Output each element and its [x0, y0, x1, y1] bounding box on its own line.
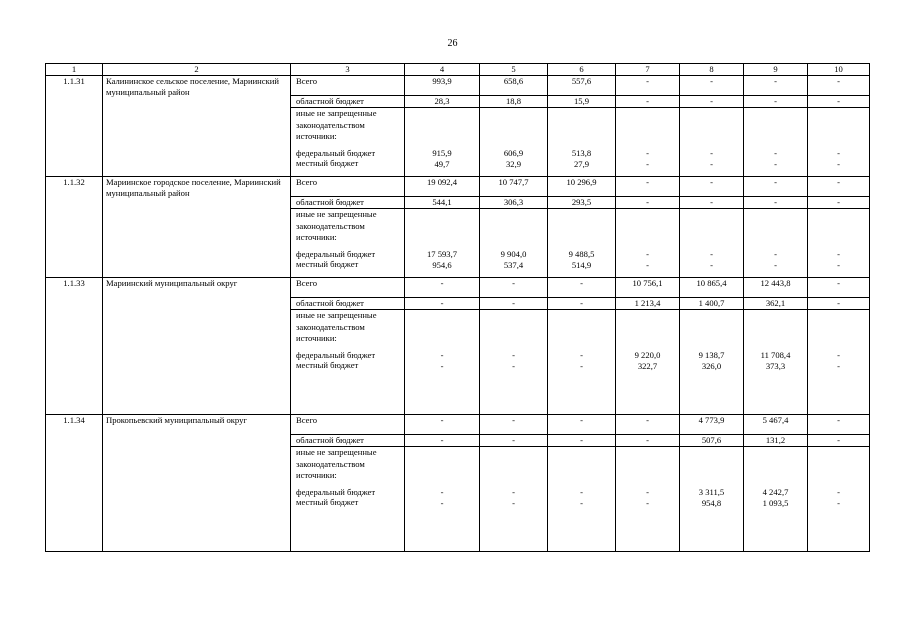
- regional-value: 362,1: [744, 298, 808, 310]
- regional-value: 15,9: [548, 96, 616, 108]
- federal-label: федеральный бюджет: [296, 248, 376, 259]
- header-cell: 2: [103, 64, 291, 76]
- federal-value: 9 488,5: [568, 249, 595, 259]
- federal-value: -: [580, 350, 583, 360]
- federal-value: 4 242,7: [762, 487, 789, 497]
- header-cell: 6: [548, 64, 616, 76]
- local-value: 954,6: [432, 259, 452, 270]
- regional-value: 507,6: [680, 435, 744, 447]
- row-id: 1.1.34: [46, 415, 103, 552]
- header-cell: 5: [480, 64, 548, 76]
- local-value: 514,9: [571, 259, 592, 270]
- regional-value: -: [480, 435, 548, 447]
- federal-value: 9 220,0: [634, 350, 661, 360]
- regional-value: -: [808, 197, 870, 209]
- regional-value: -: [548, 435, 616, 447]
- table-row: [46, 278, 870, 298]
- local-value: -: [837, 259, 840, 270]
- federal-value: -: [512, 487, 515, 497]
- regional-value: -: [616, 96, 680, 108]
- header-cell: 1: [46, 64, 103, 76]
- local-value: -: [837, 158, 840, 169]
- total-value: -: [680, 76, 744, 96]
- federal-value: -: [837, 148, 840, 158]
- total-value: 658,6: [480, 76, 548, 96]
- federal-value: -: [440, 350, 444, 360]
- total-value: -: [616, 177, 680, 197]
- local-value: -: [710, 158, 713, 169]
- federal-label: федеральный бюджет: [296, 486, 376, 497]
- regional-value: -: [480, 298, 548, 310]
- federal-value: -: [837, 249, 840, 259]
- row-name: Калининское сельское поселение, Мариинский муниципальный район: [103, 76, 291, 177]
- regional-value: -: [616, 197, 680, 209]
- federal-value: -: [774, 148, 777, 158]
- local-value: 326,0: [701, 360, 722, 371]
- total-label: Всего: [291, 415, 405, 435]
- row-name: Прокопьевский муниципальный округ: [103, 415, 291, 552]
- regional-value: -: [680, 197, 744, 209]
- total-value: -: [808, 76, 870, 96]
- other-sources-label: иные не запрещенные законодательством источники:: [296, 447, 377, 480]
- federal-value: 606,9: [503, 148, 524, 158]
- federal-value: 513,8: [571, 148, 592, 158]
- federal-value: -: [837, 487, 840, 497]
- local-label: местный бюджет: [296, 158, 359, 168]
- federal-value: -: [646, 148, 649, 158]
- local-value: -: [837, 497, 840, 508]
- regional-value: 1 213,4: [616, 298, 680, 310]
- total-value: 557,6: [548, 76, 616, 96]
- regional-value: 131,2: [744, 435, 808, 447]
- total-value: -: [548, 278, 616, 298]
- regional-label: областной бюджет: [291, 197, 405, 209]
- local-value: 32,9: [505, 158, 522, 169]
- header-cell: 9: [744, 64, 808, 76]
- regional-label: областной бюджет: [291, 298, 405, 310]
- local-value: -: [440, 497, 444, 508]
- regional-value: -: [405, 435, 480, 447]
- total-value: 19 092,4: [405, 177, 480, 197]
- local-value: -: [837, 360, 840, 371]
- total-value: -: [744, 76, 808, 96]
- total-value: 993,9: [405, 76, 480, 96]
- regional-value: -: [405, 298, 480, 310]
- budget-table: [45, 63, 870, 552]
- other-sources-label: иные не запрещенные законодательством источники:: [296, 108, 377, 141]
- local-value: 49,7: [434, 158, 450, 169]
- local-value: -: [774, 158, 777, 169]
- local-value: -: [580, 497, 583, 508]
- table-row: [46, 177, 870, 197]
- local-label: местный бюджет: [296, 497, 359, 507]
- table-row: [46, 415, 870, 435]
- federal-value: -: [837, 350, 840, 360]
- header-cell: 7: [616, 64, 680, 76]
- federal-value: -: [646, 487, 649, 497]
- total-value: 5 467,4: [744, 415, 808, 435]
- row-id: 1.1.31: [46, 76, 103, 177]
- local-value: -: [580, 360, 583, 371]
- local-label: местный бюджет: [296, 259, 359, 269]
- regional-value: 1 400,7: [680, 298, 744, 310]
- federal-value: -: [710, 249, 713, 259]
- total-value: -: [808, 415, 870, 435]
- federal-value: -: [580, 487, 583, 497]
- federal-label: федеральный бюджет: [296, 147, 376, 158]
- local-value: -: [440, 360, 444, 371]
- page-number: 26: [447, 38, 458, 49]
- regional-label: областной бюджет: [291, 435, 405, 447]
- federal-value: 11 708,4: [760, 350, 791, 360]
- total-value: 10 865,4: [680, 278, 744, 298]
- row-name: Мариинский муниципальный округ: [103, 278, 291, 415]
- total-value: -: [616, 415, 680, 435]
- regional-value: -: [616, 435, 680, 447]
- local-value: 537,4: [503, 259, 524, 270]
- local-value: -: [774, 259, 777, 270]
- total-value: -: [744, 177, 808, 197]
- total-value: 10 747,7: [480, 177, 548, 197]
- federal-value: -: [774, 249, 777, 259]
- total-value: -: [808, 177, 870, 197]
- header-cell: 4: [405, 64, 480, 76]
- row-id: 1.1.32: [46, 177, 103, 278]
- federal-value: 17 593,7: [426, 249, 458, 259]
- local-value: -: [512, 360, 515, 371]
- regional-value: -: [548, 298, 616, 310]
- row-id: 1.1.33: [46, 278, 103, 415]
- total-value: -: [548, 415, 616, 435]
- federal-value: -: [440, 487, 444, 497]
- local-label: местный бюджет: [296, 360, 359, 370]
- regional-value: -: [744, 197, 808, 209]
- regional-value: 293,5: [548, 197, 616, 209]
- federal-value: 3 311,5: [698, 487, 725, 497]
- total-label: Всего: [291, 177, 405, 197]
- federal-value: -: [512, 350, 515, 360]
- total-label: Всего: [291, 76, 405, 96]
- total-value: 10 296,9: [548, 177, 616, 197]
- federal-label: федеральный бюджет: [296, 349, 376, 360]
- total-value: 4 773,9: [680, 415, 744, 435]
- regional-value: 18,8: [480, 96, 548, 108]
- local-value: 373,3: [765, 360, 786, 371]
- regional-value: -: [680, 96, 744, 108]
- local-value: 954,8: [701, 497, 722, 508]
- header-cell: 3: [291, 64, 405, 76]
- local-value: -: [646, 259, 649, 270]
- total-label: Всего: [291, 278, 405, 298]
- regional-value: -: [744, 96, 808, 108]
- regional-value: 28,3: [405, 96, 480, 108]
- federal-value: -: [646, 249, 649, 259]
- local-value: -: [710, 259, 713, 270]
- total-value: -: [480, 415, 548, 435]
- federal-value: 9 138,7: [698, 350, 725, 360]
- regional-value: 544,1: [405, 197, 480, 209]
- total-value: -: [405, 415, 480, 435]
- regional-value: 306,3: [480, 197, 548, 209]
- local-value: 27,9: [573, 158, 590, 169]
- total-value: -: [616, 76, 680, 96]
- header-row: [46, 64, 870, 76]
- total-value: -: [808, 278, 870, 298]
- table-row: [46, 76, 870, 96]
- regional-value: -: [808, 435, 870, 447]
- header-cell: 8: [680, 64, 744, 76]
- local-value: -: [512, 497, 515, 508]
- federal-value: -: [710, 148, 713, 158]
- row-name: Мариинское городское поселение, Мариинский муниципальный район: [103, 177, 291, 278]
- federal-value: 9 904,0: [500, 249, 527, 259]
- federal-value: 915,9: [432, 148, 452, 158]
- header-cell: 10: [808, 64, 870, 76]
- local-value: -: [646, 158, 649, 169]
- local-value: 322,7: [637, 360, 658, 371]
- regional-value: -: [808, 96, 870, 108]
- regional-value: -: [808, 298, 870, 310]
- total-value: -: [480, 278, 548, 298]
- other-sources-label: иные не запрещенные законодательством источники:: [296, 310, 377, 343]
- local-value: -: [646, 497, 649, 508]
- total-value: -: [680, 177, 744, 197]
- total-value: 12 443,8: [744, 278, 808, 298]
- regional-label: областной бюджет: [291, 96, 405, 108]
- local-value: 1 093,5: [762, 497, 789, 508]
- total-value: -: [405, 278, 480, 298]
- other-sources-label: иные не запрещенные законодательством источники:: [296, 209, 377, 242]
- total-value: 10 756,1: [616, 278, 680, 298]
